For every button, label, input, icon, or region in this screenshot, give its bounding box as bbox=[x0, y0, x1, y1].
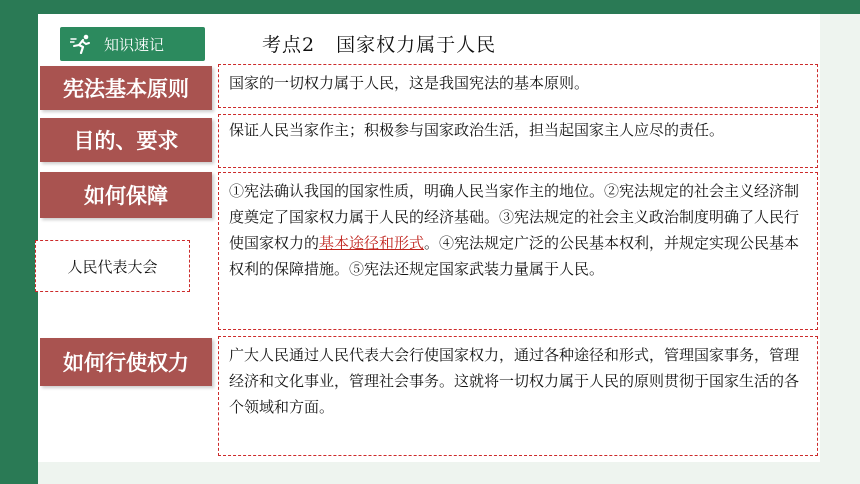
label-how-guaranteed: 如何保障 bbox=[40, 172, 212, 218]
topic-title: 国家权力属于人民 bbox=[336, 34, 497, 56]
label-how-exercise-power: 如何行使权力 bbox=[40, 338, 212, 386]
text-purpose-requirement: 保证人民当家作主；积极参与国家政治生活，担当起国家主人应尽的责任。 bbox=[229, 121, 725, 139]
top-stripe bbox=[0, 0, 860, 14]
page-title bbox=[262, 30, 496, 58]
text-how-exercise-power: 广大人民通过人民代表大会行使国家权力，通过各种途径和形式，管理国家事务，管理经济和文化事业，管理社会事务。这就将一切权力属于人民的原则贯彻于国家生活的各个领域和方面。 bbox=[229, 346, 800, 416]
left-stripe bbox=[0, 0, 38, 484]
label-purpose-requirement: 目的、要求 bbox=[40, 118, 212, 162]
bottom-margin bbox=[38, 462, 860, 484]
topic-number: 考点2 bbox=[262, 34, 316, 56]
text-constitution-principle: 国家的一切权力属于人民，这是我国宪法的基本原则。 bbox=[229, 74, 590, 92]
content-purpose-requirement bbox=[218, 114, 818, 168]
text-guarantee-part2: 。④宪法规定广泛的公民基本权利，并规定实现公民基本权利的保障措施。⑤宪法还规定国家武装力量属于人民。 bbox=[229, 234, 800, 278]
section-badge bbox=[60, 27, 205, 61]
note-text: 人民代表大会 bbox=[67, 257, 158, 276]
note-peoples-congress bbox=[35, 240, 190, 292]
content-how-exercise-power bbox=[218, 336, 818, 456]
label-constitution-principle: 宪法基本原则 bbox=[40, 66, 212, 110]
content-how-guaranteed bbox=[218, 172, 818, 330]
right-margin bbox=[820, 14, 860, 462]
text-guarantee-part1: ①宪法确认我国的国家性质，明确人民当家作主的地位。②宪法规定的社会主义经济制度奠定了国家权力属于人民的经济基础。③宪法规定的社会主义政治制度明确了人民行使国家权力的 bbox=[229, 182, 800, 252]
content-constitution-principle bbox=[218, 64, 818, 108]
highlight-basic-path: 基本途径和形式 bbox=[319, 234, 425, 252]
badge-label: 知识速记 bbox=[104, 35, 165, 54]
runner-icon bbox=[70, 34, 92, 54]
